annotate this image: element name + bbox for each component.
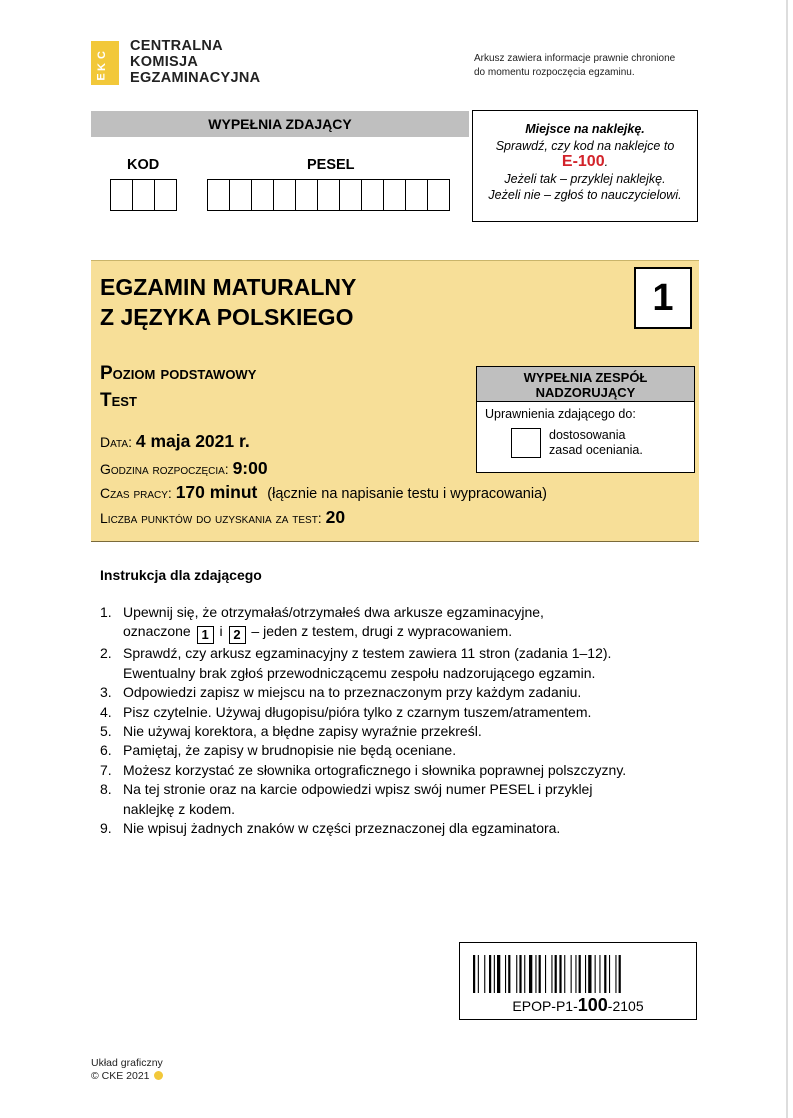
accommodation-line-1: dostosowania (549, 428, 626, 442)
exam-points (100, 507, 345, 528)
exam-duration (100, 482, 547, 503)
barcode-bar (489, 955, 491, 993)
points-value: 20 (325, 507, 346, 527)
exam-start (100, 458, 268, 479)
item-text-mid: i (219, 623, 223, 640)
item-number: 5. (100, 723, 112, 740)
item-text: Nie wpisuj żadnych znaków w części przeznaczonej dla egzaminatora. (123, 820, 561, 837)
time-note: (łącznie na napisanie testu i wypracowania) (267, 486, 547, 502)
sticker-line-3: Jeżeli tak – przyklej naklejkę. (504, 171, 666, 186)
barcode-bar (516, 955, 517, 993)
proctor-sub: Uprawnienia zdającego do: (485, 407, 636, 421)
date-value: 4 maja 2021 r. (135, 431, 250, 451)
footer (91, 1057, 163, 1083)
barcode-suffix: -2105 (607, 998, 644, 1014)
item-text: Odpowiedzi zapisz w miejscu na to przeznaczonym przy każdym zadaniu. (123, 684, 582, 701)
exam-title-line-2: Z JĘZYKA POLSKIEGO (100, 304, 354, 330)
sticker-area: Miejsce na naklejkę. Sprawdź, czy kod na naklejce to E-100. Jeżeli tak – przyklej naklejkę. Jeżeli nie – zgłoś to nauczycielowi. (472, 110, 698, 222)
level-line-2: Test (100, 390, 137, 411)
item-number: 1. (100, 604, 112, 620)
points-label: Liczba punktów do uzyskania za test: (100, 510, 322, 526)
barcode-bar (604, 955, 606, 993)
instruction-item (100, 703, 680, 722)
barcode-icon (473, 955, 683, 993)
footer-line-1: Układ graficzny (91, 1057, 163, 1069)
barcode-bar (524, 955, 525, 993)
proctor-header (477, 367, 694, 402)
pesel-label: PESEL (307, 157, 355, 173)
item-text-2: Ewentualny brak zgłoś przewodniczącemu zespołu nadzorującego egzamin. (123, 664, 596, 681)
item-text: Upewnij się, że otrzymałaś/otrzymałeś dwa arkusze egzaminacyjne, (123, 604, 544, 620)
barcode-bar (615, 955, 616, 993)
instruction-item (100, 722, 680, 741)
barcode-bar (559, 955, 561, 993)
item-text-pre: oznaczone (123, 623, 191, 640)
proctor-section (476, 366, 695, 473)
barcode-bar (609, 955, 610, 993)
barcode-bar (545, 955, 546, 993)
sheet-2-box: 2 (229, 626, 246, 644)
date-label: Data: (100, 434, 132, 450)
item-text: Na tej stronie oraz na karcie odpowiedzi wpisz swój numer PESEL i przyklej (123, 781, 593, 798)
sticker-line-1: Sprawdź, czy kod na naklejce to (495, 138, 675, 153)
barcode-bar (599, 955, 600, 993)
instructions-list (100, 603, 680, 838)
accommodation-line-2: zasad oceniania. (549, 443, 643, 457)
barcode-bar (551, 955, 552, 993)
legal-note (474, 52, 675, 80)
item-text-post: – jeden z testem, drugi z wypracowaniem. (251, 623, 513, 640)
barcode-bar (619, 955, 621, 993)
barcode-bar (579, 955, 581, 993)
proctor-header-line-1: WYPEŁNIA ZESPÓŁ (523, 370, 648, 385)
item-number: 8. (100, 781, 112, 798)
sticker-title: Miejsce na naklejkę. (525, 122, 645, 136)
pesel-field[interactable] (207, 179, 450, 211)
sticker-line-4: Jeżeli nie – zgłoś to nauczycielowi. (488, 188, 682, 202)
item-number: 7. (100, 761, 112, 778)
time-value: 170 minut (175, 482, 258, 502)
item-text: Nie używaj korektora, a błędne zapisy wyraźnie przekreśl. (123, 723, 482, 740)
item-text-2: naklejkę z kodem. (123, 800, 236, 817)
barcode-bar (505, 955, 506, 993)
barcode-bar (497, 955, 500, 993)
start-value: 9:00 (232, 458, 268, 478)
barcode-bar (535, 955, 536, 993)
barcode-bar (539, 955, 541, 993)
barcode-bar (508, 955, 510, 993)
barcode-label (459, 942, 697, 1020)
instruction-item (100, 819, 680, 838)
barcode-code (460, 995, 696, 1016)
exam-level (100, 360, 256, 414)
barcode-bar (575, 955, 576, 993)
logo-line-2: KOMISJA (130, 54, 199, 70)
barcode-bar (529, 955, 532, 993)
kod-label: KOD (127, 157, 160, 173)
barcode-bar (588, 955, 591, 993)
kod-field[interactable] (110, 179, 177, 211)
accommodation-label (549, 428, 643, 458)
item-text: Możesz korzystać ze słownika ortograficznego i słownika poprawnej polszczyzny. (123, 761, 627, 778)
barcode-bar (595, 955, 596, 993)
exam-title (100, 272, 356, 332)
barcode-bar (571, 955, 572, 993)
exam-date (100, 431, 250, 452)
barcode-bar (519, 955, 521, 993)
cke-dot-icon (154, 1071, 163, 1080)
item-number: 6. (100, 742, 112, 759)
barcode-bar (564, 955, 565, 993)
sticker-code: E-100 (561, 153, 605, 170)
item-text: Sprawdź, czy arkusz egzaminacyjny z testem zawiera 11 stron (zadania 1–12). (123, 645, 612, 662)
cke-logo-text (130, 38, 260, 86)
legal-note-line-2: do momentu rozpoczęcia egzaminu. (474, 67, 635, 78)
footer-line-2: © CKE 2021 (91, 1070, 150, 1082)
barcode-bar (484, 955, 485, 993)
logo-line-1: CENTRALNA (130, 38, 223, 54)
sheet-1-box: 1 (197, 626, 214, 644)
level-line-1: Poziom podstawowy (100, 363, 257, 384)
instruction-item (100, 741, 680, 760)
instruction-item (100, 644, 680, 683)
item-text: Pamiętaj, że zapisy w brudnopisie nie będą oceniane. (123, 742, 457, 759)
instruction-item (100, 780, 680, 819)
time-label: Czas pracy: (100, 485, 172, 501)
candidate-header: WYPEŁNIA ZDAJĄCY (91, 111, 469, 137)
barcode-bar (478, 955, 479, 993)
barcode-bold: 100 (577, 995, 608, 1015)
barcode-bar (585, 955, 586, 993)
instruction-item (100, 683, 680, 702)
barcode-bar (473, 955, 475, 993)
item-text-2 (123, 622, 544, 644)
item-number: 2. (100, 645, 112, 662)
item-number: 4. (100, 703, 112, 720)
exam-title-line-1: EGZAMIN MATURALNY (100, 274, 357, 300)
item-number: 9. (100, 820, 112, 837)
instruction-item (100, 603, 680, 644)
instruction-item (100, 761, 680, 780)
item-text: Pisz czytelnie. Używaj długopisu/pióra tylko z czarnym tuszem/atramentem. (123, 703, 592, 720)
page-edge (786, 0, 788, 1118)
item-number: 3. (100, 684, 112, 701)
instructions-title: Instrukcja dla zdającego (100, 567, 262, 583)
barcode-prefix: EPOP-P1- (512, 998, 578, 1014)
proctor-header-line-2: NADZORUJĄCY (535, 385, 636, 400)
legal-note-line-1: Arkusz zawiera informacje prawnie chronione (474, 53, 676, 64)
barcode-bar (555, 955, 557, 993)
barcode-bar (494, 955, 495, 993)
sheet-number: 1 (634, 267, 692, 329)
cke-logo-mark: C K E (91, 41, 119, 85)
start-label: Godzina rozpoczęcia: (100, 461, 229, 477)
accommodation-checkbox[interactable] (511, 428, 541, 458)
logo-line-3: EGZAMINACYJNA (130, 70, 261, 86)
